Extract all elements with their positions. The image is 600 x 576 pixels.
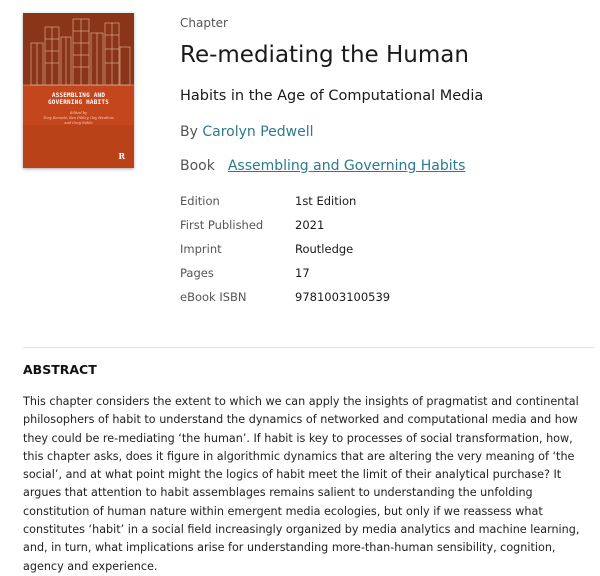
routledge-logo-icon: R	[118, 151, 125, 161]
detail-row-first-published	[180, 213, 390, 237]
content-type-label: Chapter	[180, 16, 228, 30]
by-label: By	[180, 124, 198, 140]
detail-label: eBook ISBN	[180, 290, 247, 304]
abstract-heading: ABSTRACT	[23, 362, 97, 377]
detail-row-edition	[180, 189, 390, 213]
detail-label: Imprint	[180, 242, 222, 256]
cover-cityscape-illustration	[23, 13, 134, 168]
book-line	[180, 158, 465, 174]
detail-label: Pages	[180, 266, 214, 280]
cover-title-line-2: GOVERNING HABITS	[48, 99, 109, 106]
chapter-subtitle: Habits in the Age of Computational Media	[180, 88, 484, 104]
detail-value: 17	[295, 266, 310, 280]
detail-value: 2021	[295, 218, 325, 232]
section-divider	[23, 347, 595, 348]
abstract-text: This chapter considers the extent to which we can apply the insights of pragmatist and continental philosophers of habit to understand the dynamics of networked and computational media and how they could be re-mediating ‘the human’. If habit is key to processes of social transformation, how, this chapter asks, does it figure in algorithmic dynamics that are altering the very meaning of ‘the social’, and at what point might the logics of habit meet the limit of their analytical purchase? It argues that attention to habit assemblages remains salient to understanding the unfolding constitution of human nature within emergent media ecologies, but only if we reassess what constitutes ‘habit’ in a social field increasingly organized by media analytics and machine learning, and, in turn, what implications arise for understanding more-than-human sensibility, cognition, agency and experience.	[23, 395, 580, 573]
detail-value: 1st Edition	[295, 194, 357, 208]
cover-editors: Edited by Tony Bennett, Ben Dibley, Gay Hawkins and Greg Noble	[43, 111, 114, 125]
detail-row-pages	[180, 261, 390, 285]
author-link[interactable]: Carolyn Pedwell	[202, 124, 314, 140]
author-line	[180, 124, 314, 140]
book-title-link[interactable]: Assembling and Governing Habits	[227, 158, 466, 174]
detail-value: 9781003100539	[295, 290, 391, 304]
detail-row-imprint	[180, 237, 390, 261]
cover-title-line-1: ASSEMBLING AND	[51, 92, 106, 99]
detail-label: Edition	[180, 194, 220, 208]
cover-title	[23, 92, 134, 106]
detail-label: First Published	[180, 218, 264, 232]
detail-value: Routledge	[295, 242, 354, 256]
book-cover-image[interactable]	[23, 13, 134, 168]
details-list	[180, 189, 390, 309]
chapter-title: Re-mediating the Human	[180, 42, 469, 68]
detail-row-ebook-isbn	[180, 285, 390, 309]
book-label: Book	[180, 158, 215, 174]
